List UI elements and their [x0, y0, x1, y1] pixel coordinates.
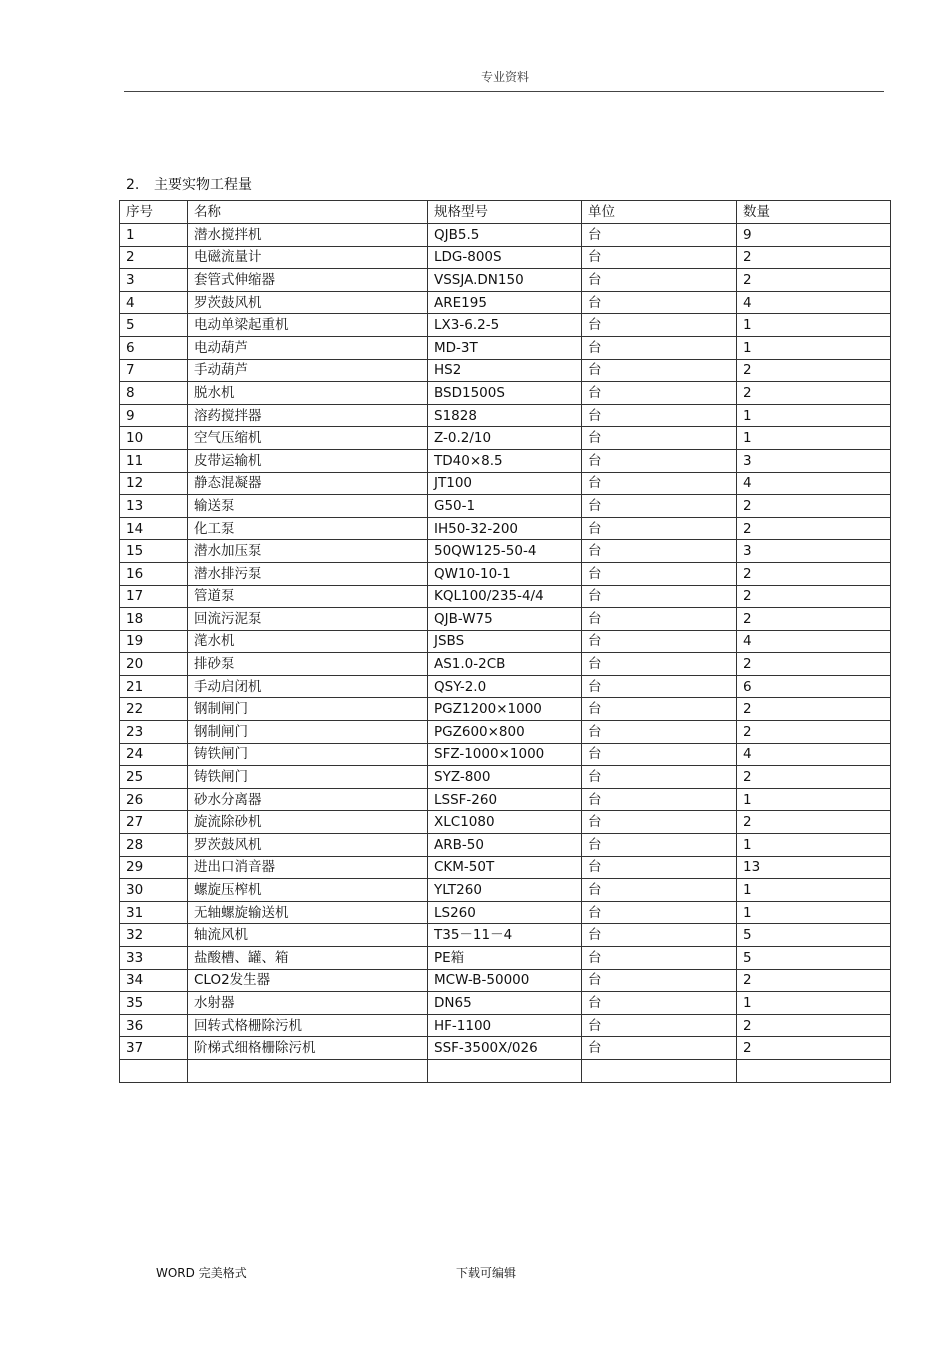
cell-unit: [582, 1059, 737, 1082]
table-row: [120, 449, 891, 472]
cell-model: TD40×8.5: [428, 449, 582, 472]
cell-unit: 台: [582, 427, 737, 450]
cell-unit: 台: [582, 291, 737, 314]
cell-quantity: 3: [737, 540, 891, 563]
cell-index: 18: [120, 608, 188, 631]
cell-model: CKM-50T: [428, 856, 582, 879]
cell-index: 11: [120, 449, 188, 472]
cell-index: 6: [120, 336, 188, 359]
table-row: [120, 947, 891, 970]
cell-name: 输送泵: [188, 495, 428, 518]
table-row: [120, 811, 891, 834]
cell-model: JSBS: [428, 630, 582, 653]
cell-model: MCW-B-50000: [428, 969, 582, 992]
cell-model: JT100: [428, 472, 582, 495]
cell-model: DN65: [428, 992, 582, 1015]
column-header-index: 序号: [120, 201, 188, 224]
table-row: [120, 246, 891, 269]
cell-name: 溶药搅拌器: [188, 404, 428, 427]
cell-name: 排砂泵: [188, 653, 428, 676]
cell-model: HS2: [428, 359, 582, 382]
cell-name: 管道泵: [188, 585, 428, 608]
table-row: [120, 653, 891, 676]
section-heading: [126, 174, 252, 194]
cell-model: PGZ1200×1000: [428, 698, 582, 721]
cell-index: 29: [120, 856, 188, 879]
footer-format-note: WORD 完美格式: [156, 1266, 247, 1280]
cell-index: [120, 1059, 188, 1082]
cell-model: 50QW125-50-4: [428, 540, 582, 563]
cell-quantity: 5: [737, 947, 891, 970]
cell-index: 32: [120, 924, 188, 947]
cell-unit: 台: [582, 743, 737, 766]
section-title: 主要实物工程量: [154, 177, 252, 193]
table-row: [120, 336, 891, 359]
cell-unit: 台: [582, 495, 737, 518]
cell-quantity: 4: [737, 630, 891, 653]
cell-index: 9: [120, 404, 188, 427]
cell-name: 罗茨鼓风机: [188, 291, 428, 314]
cell-unit: 台: [582, 834, 737, 857]
cell-name: 套管式伸缩器: [188, 269, 428, 292]
cell-quantity: 9: [737, 224, 891, 247]
cell-index: 30: [120, 879, 188, 902]
cell-quantity: 2: [737, 608, 891, 631]
cell-quantity: 1: [737, 788, 891, 811]
cell-model: PE箱: [428, 947, 582, 970]
cell-model: QJB5.5: [428, 224, 582, 247]
cell-model: MD-3T: [428, 336, 582, 359]
table-row: [120, 630, 891, 653]
cell-unit: 台: [582, 246, 737, 269]
table-row: [120, 969, 891, 992]
table-row: [120, 291, 891, 314]
cell-model: BSD1500S: [428, 382, 582, 405]
cell-quantity: 2: [737, 517, 891, 540]
cell-model: S1828: [428, 404, 582, 427]
cell-quantity: 4: [737, 291, 891, 314]
cell-index: 20: [120, 653, 188, 676]
cell-name: 回流污泥泵: [188, 608, 428, 631]
cell-name: 潜水搅拌机: [188, 224, 428, 247]
cell-index: 5: [120, 314, 188, 337]
cell-unit: 台: [582, 404, 737, 427]
cell-index: 1: [120, 224, 188, 247]
cell-quantity: 2: [737, 1037, 891, 1060]
cell-name: 皮带运输机: [188, 449, 428, 472]
cell-index: 27: [120, 811, 188, 834]
cell-model: IH50-32-200: [428, 517, 582, 540]
cell-quantity: 1: [737, 314, 891, 337]
table-row: [120, 1037, 891, 1060]
cell-index: 28: [120, 834, 188, 857]
table-row: [120, 314, 891, 337]
cell-quantity: 2: [737, 766, 891, 789]
column-header-quantity: 数量: [737, 201, 891, 224]
column-header-model: 规格型号: [428, 201, 582, 224]
cell-model: PGZ600×800: [428, 721, 582, 744]
cell-name: 进出口消音器: [188, 856, 428, 879]
cell-unit: 台: [582, 947, 737, 970]
cell-name: 潜水排污泵: [188, 562, 428, 585]
cell-name: 罗茨鼓风机: [188, 834, 428, 857]
section-number: 2.: [126, 177, 140, 193]
cell-unit: 台: [582, 811, 737, 834]
cell-unit: 台: [582, 630, 737, 653]
cell-quantity: 2: [737, 562, 891, 585]
cell-unit: 台: [582, 449, 737, 472]
cell-unit: 台: [582, 675, 737, 698]
table-row: [120, 540, 891, 563]
cell-name: 钢制闸门: [188, 721, 428, 744]
table-row: [120, 992, 891, 1015]
cell-unit: 台: [582, 224, 737, 247]
cell-index: 25: [120, 766, 188, 789]
table-row: [120, 924, 891, 947]
cell-name: 轴流风机: [188, 924, 428, 947]
table-row: [120, 721, 891, 744]
cell-unit: 台: [582, 562, 737, 585]
cell-quantity: 6: [737, 675, 891, 698]
cell-name: 潜水加压泵: [188, 540, 428, 563]
cell-index: 2: [120, 246, 188, 269]
table-row: [120, 675, 891, 698]
cell-quantity: 1: [737, 834, 891, 857]
cell-index: 35: [120, 992, 188, 1015]
cell-index: 33: [120, 947, 188, 970]
cell-model: SFZ-1000×1000: [428, 743, 582, 766]
table-row: [120, 856, 891, 879]
table-row: [120, 1059, 891, 1082]
cell-model: QW10-10-1: [428, 562, 582, 585]
cell-quantity: 5: [737, 924, 891, 947]
table-row: [120, 766, 891, 789]
cell-name: 盐酸槽、罐、箱: [188, 947, 428, 970]
cell-model: Z-0.2/10: [428, 427, 582, 450]
cell-index: 21: [120, 675, 188, 698]
cell-quantity: 2: [737, 359, 891, 382]
cell-quantity: 2: [737, 585, 891, 608]
cell-model: SSF-3500X/026: [428, 1037, 582, 1060]
cell-index: 14: [120, 517, 188, 540]
cell-model: SYZ-800: [428, 766, 582, 789]
cell-model: LS260: [428, 901, 582, 924]
cell-model: AS1.0-2CB: [428, 653, 582, 676]
table-row: [120, 495, 891, 518]
cell-quantity: 2: [737, 1014, 891, 1037]
cell-index: 23: [120, 721, 188, 744]
table-row: [120, 1014, 891, 1037]
cell-model: YLT260: [428, 879, 582, 902]
table-row: [120, 562, 891, 585]
cell-quantity: 2: [737, 721, 891, 744]
cell-model: T35－11－4: [428, 924, 582, 947]
page-header-title: 专业资料: [480, 70, 529, 84]
cell-model: G50-1: [428, 495, 582, 518]
cell-unit: 台: [582, 517, 737, 540]
cell-unit: 台: [582, 314, 737, 337]
cell-name: 砂水分离器: [188, 788, 428, 811]
cell-model: KQL100/235-4/4: [428, 585, 582, 608]
cell-name: 铸铁闸门: [188, 743, 428, 766]
cell-name: 水射器: [188, 992, 428, 1015]
cell-unit: 台: [582, 1014, 737, 1037]
cell-name: 钢制闸门: [188, 698, 428, 721]
cell-name: [188, 1059, 428, 1082]
cell-index: 31: [120, 901, 188, 924]
table-row: [120, 427, 891, 450]
cell-unit: 台: [582, 359, 737, 382]
cell-quantity: 4: [737, 743, 891, 766]
cell-index: 34: [120, 969, 188, 992]
cell-quantity: 2: [737, 811, 891, 834]
table-row: [120, 879, 891, 902]
cell-index: 19: [120, 630, 188, 653]
table-row: [120, 224, 891, 247]
cell-index: 4: [120, 291, 188, 314]
cell-model: QJB-W75: [428, 608, 582, 631]
cell-unit: 台: [582, 969, 737, 992]
cell-quantity: 2: [737, 653, 891, 676]
cell-unit: 台: [582, 992, 737, 1015]
table-row: [120, 698, 891, 721]
cell-unit: 台: [582, 608, 737, 631]
cell-quantity: 13: [737, 856, 891, 879]
cell-quantity: 4: [737, 472, 891, 495]
cell-unit: 台: [582, 698, 737, 721]
cell-index: 7: [120, 359, 188, 382]
cell-quantity: 1: [737, 427, 891, 450]
cell-unit: 台: [582, 766, 737, 789]
cell-model: LDG-800S: [428, 246, 582, 269]
cell-name: 化工泵: [188, 517, 428, 540]
cell-unit: 台: [582, 879, 737, 902]
cell-name: 静态混凝器: [188, 472, 428, 495]
cell-name: 手动启闭机: [188, 675, 428, 698]
cell-model: HF-1100: [428, 1014, 582, 1037]
column-header-name: 名称: [188, 201, 428, 224]
cell-unit: 台: [582, 788, 737, 811]
cell-quantity: 1: [737, 336, 891, 359]
cell-name: 空气压缩机: [188, 427, 428, 450]
table-header-row: [120, 201, 891, 224]
cell-unit: 台: [582, 269, 737, 292]
cell-index: 22: [120, 698, 188, 721]
table-row: [120, 608, 891, 631]
header-divider: [124, 91, 884, 92]
cell-model: QSY-2.0: [428, 675, 582, 698]
cell-model: VSSJA.DN150: [428, 269, 582, 292]
cell-quantity: 2: [737, 382, 891, 405]
cell-unit: 台: [582, 382, 737, 405]
cell-name: 无轴螺旋输送机: [188, 901, 428, 924]
cell-name: 旋流除砂机: [188, 811, 428, 834]
cell-unit: 台: [582, 653, 737, 676]
cell-index: 13: [120, 495, 188, 518]
table-row: [120, 517, 891, 540]
table-row: [120, 901, 891, 924]
cell-name: 铸铁闸门: [188, 766, 428, 789]
cell-unit: 台: [582, 540, 737, 563]
table-row: [120, 834, 891, 857]
cell-unit: 台: [582, 721, 737, 744]
table-row: [120, 585, 891, 608]
cell-index: 15: [120, 540, 188, 563]
cell-name: 电动单梁起重机: [188, 314, 428, 337]
cell-model: LX3-6.2-5: [428, 314, 582, 337]
cell-model: XLC1080: [428, 811, 582, 834]
cell-quantity: 1: [737, 879, 891, 902]
cell-quantity: 1: [737, 992, 891, 1015]
cell-model: ARE195: [428, 291, 582, 314]
cell-quantity: 2: [737, 246, 891, 269]
table-row: [120, 404, 891, 427]
cell-name: 脱水机: [188, 382, 428, 405]
cell-index: 12: [120, 472, 188, 495]
cell-name: 手动葫芦: [188, 359, 428, 382]
cell-unit: 台: [582, 585, 737, 608]
cell-unit: 台: [582, 924, 737, 947]
cell-index: 3: [120, 269, 188, 292]
table-row: [120, 472, 891, 495]
table-row: [120, 788, 891, 811]
cell-index: 24: [120, 743, 188, 766]
column-header-unit: 单位: [582, 201, 737, 224]
equipment-table: [119, 200, 891, 1083]
cell-name: 阶梯式细格栅除污机: [188, 1037, 428, 1060]
cell-model: ARB-50: [428, 834, 582, 857]
cell-unit: 台: [582, 856, 737, 879]
footer-download-note: 下载可编辑: [456, 1266, 517, 1280]
table-row: [120, 743, 891, 766]
cell-unit: 台: [582, 472, 737, 495]
cell-model: LSSF-260: [428, 788, 582, 811]
table-row: [120, 359, 891, 382]
cell-index: 17: [120, 585, 188, 608]
cell-quantity: 1: [737, 901, 891, 924]
cell-quantity: 2: [737, 698, 891, 721]
cell-index: 36: [120, 1014, 188, 1037]
cell-quantity: 2: [737, 495, 891, 518]
cell-name: CLO2发生器: [188, 969, 428, 992]
cell-quantity: [737, 1059, 891, 1082]
cell-name: 滗水机: [188, 630, 428, 653]
cell-index: 37: [120, 1037, 188, 1060]
table-row: [120, 382, 891, 405]
cell-index: 8: [120, 382, 188, 405]
cell-quantity: 1: [737, 404, 891, 427]
cell-quantity: 3: [737, 449, 891, 472]
cell-quantity: 2: [737, 269, 891, 292]
cell-name: 电动葫芦: [188, 336, 428, 359]
cell-name: 电磁流量计: [188, 246, 428, 269]
cell-name: 螺旋压榨机: [188, 879, 428, 902]
cell-unit: 台: [582, 1037, 737, 1060]
cell-index: 10: [120, 427, 188, 450]
cell-index: 16: [120, 562, 188, 585]
cell-quantity: 2: [737, 969, 891, 992]
cell-model: [428, 1059, 582, 1082]
table-row: [120, 269, 891, 292]
cell-index: 26: [120, 788, 188, 811]
cell-unit: 台: [582, 901, 737, 924]
cell-unit: 台: [582, 336, 737, 359]
cell-name: 回转式格栅除污机: [188, 1014, 428, 1037]
